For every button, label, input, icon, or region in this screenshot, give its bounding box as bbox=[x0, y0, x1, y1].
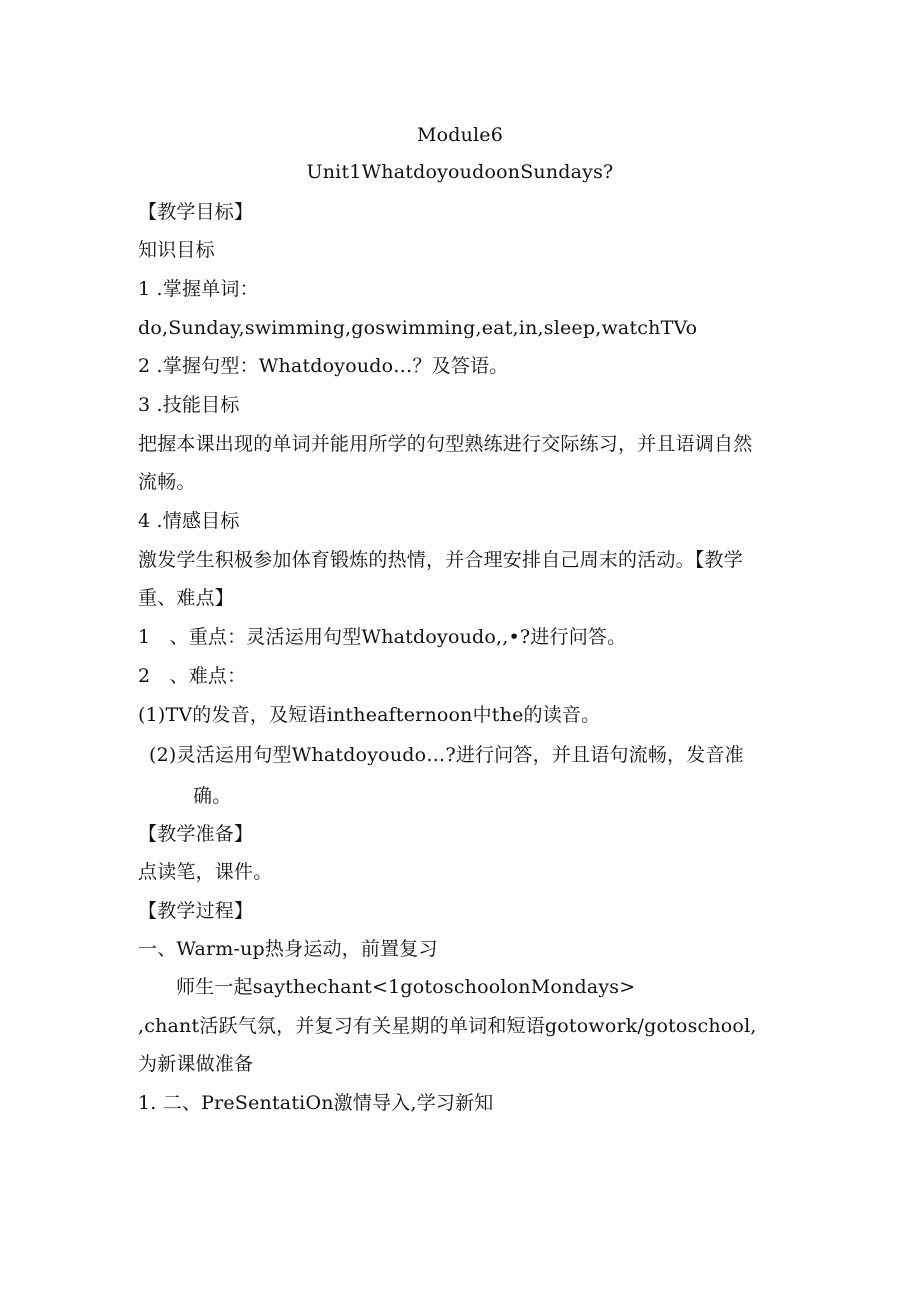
section-heading-teaching-preparation: 【教学准备】 bbox=[138, 823, 254, 845]
warm-up-chant: 师生一起saythechant<1gotoschoolonMondays> bbox=[176, 976, 636, 998]
process-step-presentation: 1. 二、PreSentatiOn激情导入,学习新知 bbox=[138, 1092, 494, 1114]
difficult-point-sub-2-continued: 确。 bbox=[193, 785, 232, 807]
list-item-skill-goals: 3 .技能目标 bbox=[138, 394, 240, 416]
preparation-text: 点读笔，课件。 bbox=[138, 861, 273, 883]
section-heading-teaching-process: 【教学过程】 bbox=[138, 900, 254, 922]
section-heading-teaching-goals: 【教学目标】 bbox=[138, 201, 254, 223]
difficult-point-sub-2: (2)灵活运用句型Whatdoyoudo…?进行问答，并且语句流畅，发音准 bbox=[149, 744, 744, 766]
skill-goals-text: 把握本课出现的单词并能用所学的句型熟练进行交际练习，并且语调自然 bbox=[138, 433, 753, 455]
document-subtitle: Unit1WhatdoyoudoonSundays? bbox=[306, 161, 614, 183]
vocabulary-words: do,Sunday,swimming,goswimming,eat,in,sleep,watchTVo bbox=[138, 317, 698, 339]
document-title: Module6 bbox=[416, 124, 504, 146]
key-point-item: 1 、重点：灵活运用句型Whatdoyoudo,,•?进行问答。 bbox=[138, 626, 627, 648]
section-heading-key-difficult-points: 重、难点】 bbox=[138, 587, 235, 609]
warm-up-chant-description: ,chant活跃气氛，并复习有关星期的单词和短语gotowork/gotoschool, bbox=[138, 1015, 757, 1037]
list-item-vocabulary: 1 .掌握单词： bbox=[138, 278, 259, 300]
list-item-emotional-goals: 4 .情感目标 bbox=[138, 510, 240, 532]
skill-goals-text-continued: 流畅。 bbox=[138, 471, 196, 493]
process-step-warm-up: 一、Warm-up热身运动，前置复习 bbox=[138, 938, 438, 960]
emotional-goals-text: 激发学生积极参加体育锻炼的热情，并合理安排自己周末的活动。【教学 bbox=[138, 549, 743, 571]
subheading-knowledge-goals: 知识目标 bbox=[138, 239, 215, 261]
difficult-point-sub-1: (1)TV的发音，及短语intheafternoon中the的读音。 bbox=[138, 704, 601, 726]
warm-up-chant-description-continued: 为新课做准备 bbox=[138, 1053, 254, 1075]
difficult-point-item: 2 、难点： bbox=[138, 665, 247, 687]
list-item-sentence-patterns: 2 .掌握句型：Whatdoyoudo…？及答语。 bbox=[138, 355, 509, 377]
